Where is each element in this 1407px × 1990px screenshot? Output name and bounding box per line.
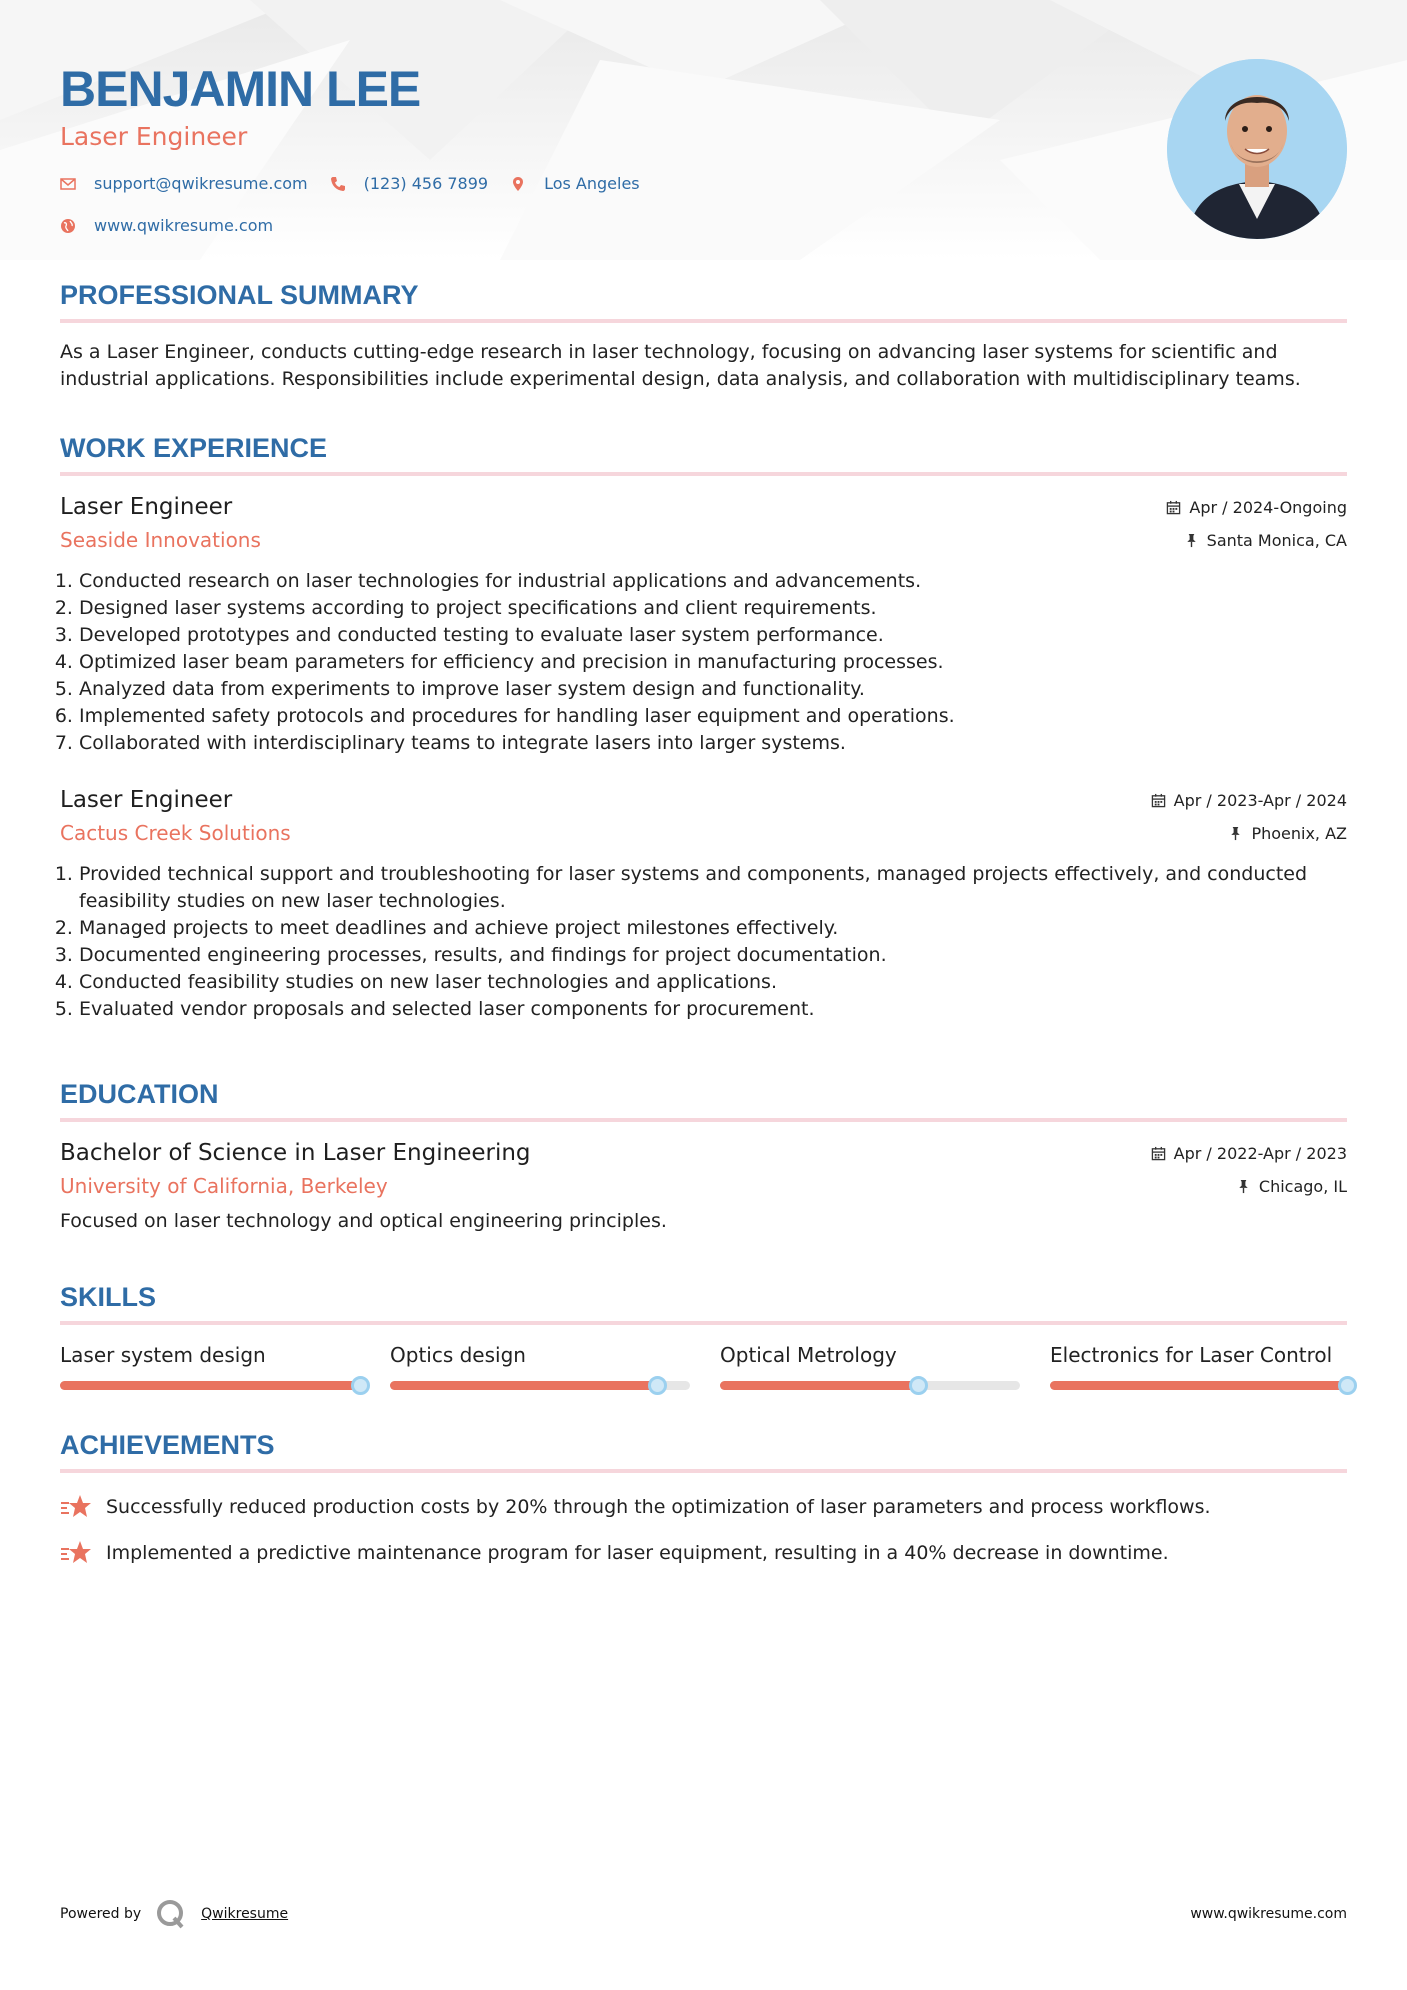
list-item: 3. Documented engineering processes, results, and findings for project documentation. bbox=[79, 942, 1347, 969]
achievement-text: Successfully reduced production costs by 20% through the optimization of laser parameters and process workflows. bbox=[106, 1496, 1211, 1518]
list-item: 4. Optimized laser beam parameters for efficiency and precision in manufacturing processes. bbox=[79, 649, 1347, 676]
education-entry bbox=[60, 1140, 1347, 1232]
footer-branding bbox=[60, 1898, 288, 1930]
skill-bar-knob bbox=[351, 1376, 370, 1395]
job-meta bbox=[1151, 791, 1347, 843]
job-entry bbox=[60, 494, 1347, 757]
list-item: 2. Managed projects to meet deadlines and achieve project milestones effectively. bbox=[79, 915, 1347, 942]
job-dates: Apr / 2024-Ongoing bbox=[1166, 498, 1347, 517]
summary-title: PROFESSIONAL SUMMARY bbox=[60, 280, 1347, 323]
footer-website-link[interactable]: www.qwikresume.com bbox=[1190, 1906, 1347, 1922]
education-dates: Apr / 2022-Apr / 2023 bbox=[1151, 1144, 1347, 1163]
profile-photo bbox=[1167, 59, 1347, 239]
globe-icon bbox=[60, 218, 76, 234]
phone-text: (123) 456 7899 bbox=[363, 174, 489, 193]
skill-item bbox=[60, 1343, 390, 1390]
avatar bbox=[1167, 59, 1347, 239]
education-section bbox=[60, 1079, 1347, 1232]
email-text: support@qwikresume.com bbox=[94, 174, 308, 193]
calendar-icon bbox=[1151, 793, 1166, 808]
skill-name: Optical Metrology bbox=[720, 1343, 897, 1367]
website-text: www.qwikresume.com bbox=[94, 216, 274, 235]
skill-bar-knob bbox=[909, 1376, 928, 1395]
resume-header bbox=[60, 0, 1347, 250]
pushpin-icon bbox=[1184, 533, 1199, 548]
job-dates: Apr / 2023-Apr / 2024 bbox=[1151, 791, 1347, 810]
contact-location bbox=[510, 174, 640, 193]
skill-bar bbox=[720, 1381, 1020, 1390]
skills-list bbox=[60, 1343, 1347, 1390]
pushpin-icon bbox=[1228, 826, 1243, 841]
achievement-item bbox=[60, 1539, 1347, 1567]
achievement-text: Implemented a predictive maintenance program for laser equipment, resulting in a 40% decrease in downtime. bbox=[106, 1542, 1169, 1564]
education-description: Focused on laser technology and optical engineering principles. bbox=[60, 1210, 667, 1232]
phone-icon bbox=[330, 176, 346, 192]
skill-bar-knob bbox=[648, 1376, 667, 1395]
summary-section bbox=[60, 280, 1347, 393]
skill-name: Laser system design bbox=[60, 1343, 266, 1367]
powered-by-label: Powered by bbox=[60, 1906, 142, 1922]
skill-item bbox=[1050, 1343, 1347, 1390]
skill-bar-fill bbox=[1050, 1381, 1347, 1390]
star-icon bbox=[60, 1493, 92, 1521]
achievements-title: ACHIEVEMENTS bbox=[60, 1430, 1347, 1473]
degree: Bachelor of Science in Laser Engineering bbox=[60, 1140, 531, 1166]
list-item: 2. Designed laser systems according to project specifications and client requirements. bbox=[79, 595, 1347, 622]
candidate-role: Laser Engineer bbox=[60, 122, 248, 151]
job-entry bbox=[60, 787, 1347, 1023]
job-company: Cactus Creek Solutions bbox=[60, 821, 291, 845]
job-company: Seaside Innovations bbox=[60, 528, 261, 552]
school: University of California, Berkeley bbox=[60, 1174, 388, 1198]
skill-bar bbox=[1050, 1381, 1347, 1390]
skill-bar bbox=[390, 1381, 690, 1390]
list-item: 4. Conducted feasibility studies on new laser technologies and applications. bbox=[79, 969, 1347, 996]
star-icon bbox=[60, 1539, 92, 1567]
contact-row bbox=[60, 174, 662, 193]
skill-bar-knob bbox=[1338, 1376, 1357, 1395]
skill-name: Optics design bbox=[390, 1343, 526, 1367]
experience-section bbox=[60, 433, 1347, 1023]
list-item: 5. Analyzed data from experiments to improve laser system design and functionality. bbox=[79, 676, 1347, 703]
skill-bar-fill bbox=[60, 1381, 360, 1390]
contact-email[interactable] bbox=[60, 174, 308, 193]
list-item: 6. Implemented safety protocols and procedures for handling laser equipment and operations. bbox=[79, 703, 1347, 730]
skills-section bbox=[60, 1282, 1347, 1390]
calendar-icon bbox=[1166, 500, 1181, 515]
job-meta bbox=[1166, 498, 1347, 550]
skill-bar-fill bbox=[720, 1381, 918, 1390]
skill-item bbox=[720, 1343, 1050, 1390]
calendar-icon bbox=[1151, 1146, 1166, 1161]
job-bullets bbox=[60, 861, 1347, 1023]
education-location: Chicago, IL bbox=[1151, 1177, 1347, 1196]
brand-link[interactable]: Qwikresume bbox=[201, 1906, 289, 1922]
list-item: 1. Conducted research on laser technologies for industrial applications and advancements. bbox=[79, 568, 1347, 595]
skills-title: SKILLS bbox=[60, 1282, 1347, 1325]
skill-bar bbox=[60, 1381, 360, 1390]
job-location: Phoenix, AZ bbox=[1151, 824, 1347, 843]
contact-phone[interactable] bbox=[330, 174, 488, 193]
experience-title: WORK EXPERIENCE bbox=[60, 433, 1347, 476]
job-bullets bbox=[60, 568, 1347, 757]
list-item: 5. Evaluated vendor proposals and selected laser components for procurement. bbox=[79, 996, 1347, 1023]
location-text: Los Angeles bbox=[544, 174, 640, 193]
map-marker-icon bbox=[510, 176, 526, 192]
skill-item bbox=[390, 1343, 720, 1390]
education-title: EDUCATION bbox=[60, 1079, 1347, 1122]
candidate-name: BENJAMIN LEE bbox=[60, 61, 421, 117]
job-title: Laser Engineer bbox=[60, 494, 233, 520]
list-item: 1. Provided technical support and troubleshooting for laser systems and components, managed projects effectively, and conducted feasibility studies on new laser technologies. bbox=[79, 861, 1347, 915]
achievements-section bbox=[60, 1430, 1347, 1567]
skill-name: Electronics for Laser Control bbox=[1050, 1343, 1333, 1367]
list-item: 7. Collaborated with interdisciplinary teams to integrate lasers into larger systems. bbox=[79, 730, 1347, 757]
envelope-icon bbox=[60, 176, 76, 192]
list-item: 3. Developed prototypes and conducted testing to evaluate laser system performance. bbox=[79, 622, 1347, 649]
page-footer bbox=[60, 1898, 1347, 1930]
job-location: Santa Monica, CA bbox=[1166, 531, 1347, 550]
achievement-item bbox=[60, 1493, 1347, 1521]
education-meta bbox=[1151, 1144, 1347, 1196]
contact-website[interactable] bbox=[60, 216, 273, 235]
skill-bar-fill bbox=[390, 1381, 657, 1390]
job-title: Laser Engineer bbox=[60, 787, 233, 813]
contact-row-website bbox=[60, 216, 295, 235]
summary-text: As a Laser Engineer, conducts cutting-edge research in laser technology, focusing on advancing laser systems for scientific and industrial applications. Responsibilities include experimental design, data analysis, and collaboration with multidisciplinary teams. bbox=[60, 341, 1301, 390]
pushpin-icon bbox=[1236, 1179, 1251, 1194]
qwikresume-logo-icon bbox=[155, 1898, 187, 1930]
